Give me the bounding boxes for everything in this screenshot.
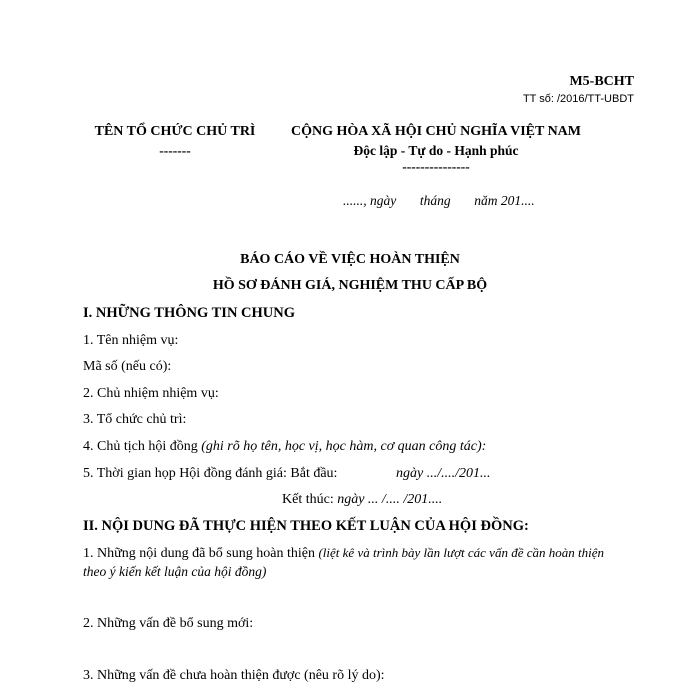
meeting-end-date: ngày ... /.... /201.... [337,492,443,507]
council-chair-line [83,439,486,455]
meeting-time-label: 5. Thời gian họp Hội đồng đánh giá: Bắt đầu: [83,466,338,481]
meeting-end-line [282,492,442,508]
section-1-heading: I. NHỮNG THÔNG TIN CHUNG [83,305,296,321]
new-additions-label: 2. Những vấn đề bổ sung mới: [83,616,254,631]
council-chair-label: 4. Chủ tịch hội đồng [83,439,202,454]
organization-name: TÊN TỔ CHỨC CHỦ TRÌ [94,124,256,139]
completed-items-label: 1. Những nội dung đã bổ sung hoàn thiện [83,546,319,561]
host-organization-label: 3. Tổ chức chủ trì: [83,412,187,427]
meeting-start-date: ngày .../..../201... [396,466,491,481]
form-code: M5-BCHT [569,74,634,89]
motto-dashes: --------------- [402,159,470,174]
completed-items-note: (liệt kê và trình bày lần lượt các vấn đề cần hoàn thiện [318,545,604,560]
national-title: CỘNG HÒA XÃ HỘI CHỦ NGHĨA VIỆT NAM [290,124,581,139]
section-2-heading: II. NỘI DUNG ĐÃ THỰC HIỆN THEO KẾT LUẬN CỦA HỘI ĐỒNG: [83,518,529,534]
report-title-line-1: BÁO CÁO VỀ VIỆC HOÀN THIỆN [240,252,460,267]
completed-items-note-continued: theo ý kiến kết luận của hội đồng) [83,564,267,579]
task-code-label: Mã số (nếu có): [83,359,172,374]
report-title-line-2: HỒ SƠ ĐÁNH GIÁ, NGHIỆM THU CẤP BỘ [212,278,488,293]
national-motto: Độc lập - Tự do - Hạnh phúc [353,143,519,158]
completed-items-line [83,545,604,562]
circular-reference: TT số: /2016/TT-UBDT [522,93,634,105]
task-leader-label: 2. Chủ nhiệm nhiệm vụ: [83,386,219,401]
organization-dashes: ------- [159,143,191,158]
meeting-end-label: Kết thúc: [282,492,338,507]
council-chair-note: (ghi rõ họ tên, học vị, học hàm, cơ quan công tác): [201,439,487,454]
date-line: ......, ngày tháng năm 201.... [343,193,535,208]
incomplete-items-label: 3. Những vấn đề chưa hoàn thiện được (nêu rõ lý do): [83,668,385,683]
task-name-label: 1. Tên nhiệm vụ: [83,333,179,348]
